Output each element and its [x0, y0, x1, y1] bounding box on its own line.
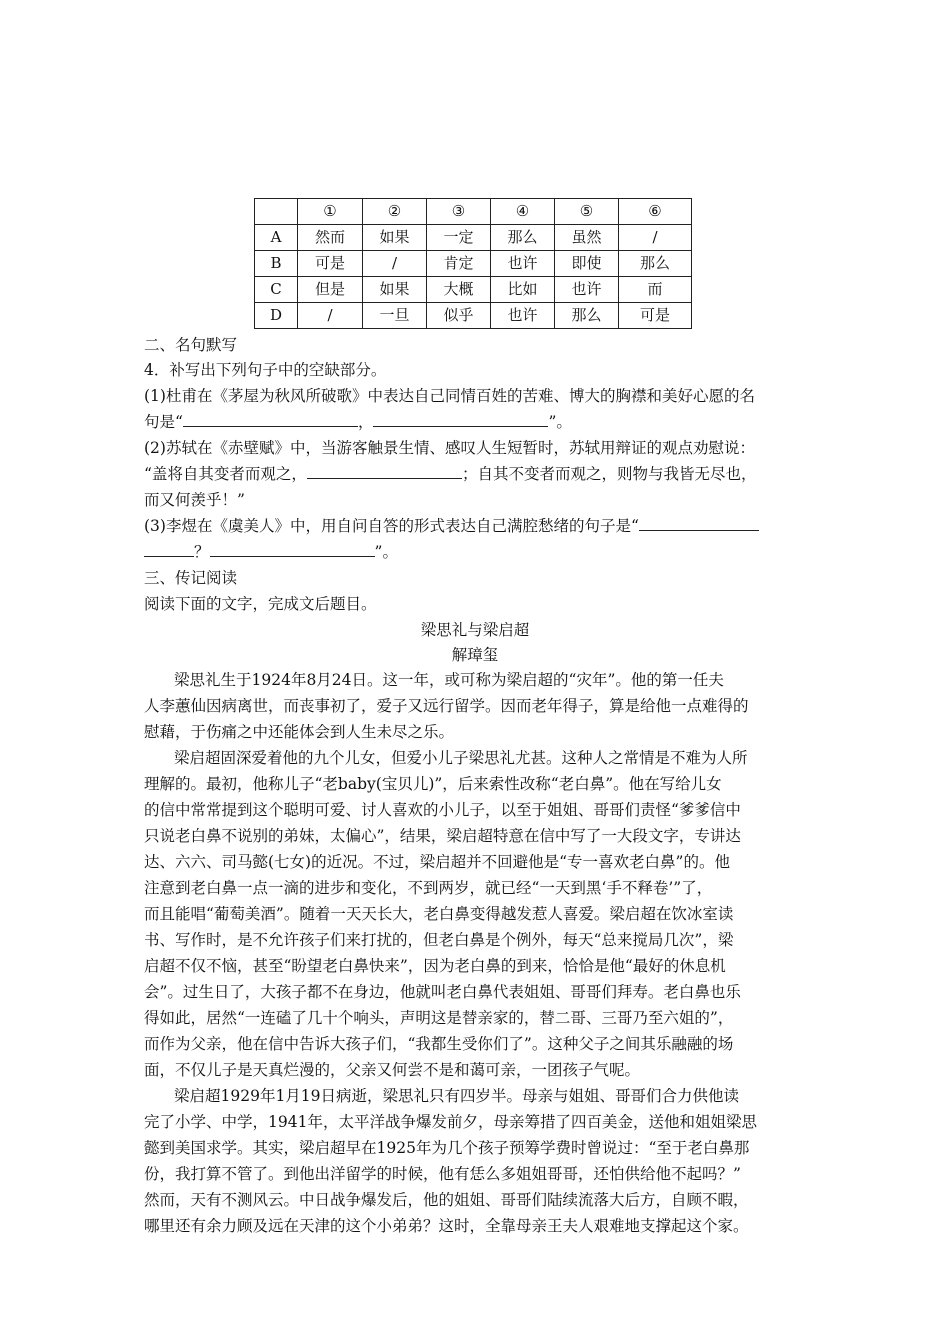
paragraph-line: 得如此，居然“一连磕了几十个响头，声明这是替亲家的，替二哥、三哥乃至六姐的”，: [144, 1009, 734, 1027]
table-cell: 也许: [555, 277, 619, 303]
table-row: [255, 251, 692, 277]
paragraph-line: 只说老白鼻不说别的弟妹，太偏心”，结果，梁启超特意在信中写了一大段文字，专讲达: [144, 827, 741, 845]
question-text: ？: [194, 543, 210, 561]
table-cell: 大概: [427, 277, 491, 303]
table-row: [255, 303, 692, 329]
table-cell: D: [255, 303, 298, 329]
paragraph-line: 梁启超固深爱着他的九个儿女，但爱小儿子梁思礼尤甚。这种人之常情是不难为人所: [174, 749, 748, 767]
table-cell: ④: [491, 199, 555, 225]
paragraph-line: 梁启超1929年1月19日病逝，梁思礼只有四岁半。母亲与姐姐、哥哥们合力供他读: [174, 1087, 740, 1105]
paragraph-line: 懿到美国求学。其实，梁启超早在1925年为几个孩子预筹学费时曾说过：“至于老白鼻那: [144, 1139, 750, 1157]
table-cell: 一旦: [363, 303, 427, 329]
answer-blank[interactable]: [183, 411, 358, 427]
table-cell: ①: [298, 199, 363, 225]
table-cell: 但是: [298, 277, 363, 303]
table-cell: 一定: [427, 225, 491, 251]
table-cell: 即使: [555, 251, 619, 277]
table-cell: 也许: [491, 303, 555, 329]
table-cell: ③: [427, 199, 491, 225]
table-cell: A: [255, 225, 298, 251]
table-cell: ⑤: [555, 199, 619, 225]
paragraph-line: 慰藉，于伤痛之中还能体会到人生未尽之乐。: [144, 723, 455, 741]
question-text: ；自其不变者而观之，则物与我皆无尽也，: [461, 465, 757, 483]
section-heading: 三、传记阅读: [144, 569, 238, 587]
table-cell: 而: [619, 277, 692, 303]
paragraph-line: 哪里还有余力顾及远在天津的这个小弟弟？这时，全靠母亲王夫人艰难地支撑起这个家。: [144, 1217, 749, 1235]
answer-blank[interactable]: [639, 515, 759, 531]
answer-blank[interactable]: [373, 411, 548, 427]
section-heading: 二、名句默写: [144, 336, 238, 354]
answer-blank[interactable]: [210, 541, 375, 557]
question-line: [144, 513, 759, 539]
table-cell: B: [255, 251, 298, 277]
question-text: (3)李煜在《虞美人》中，用自问自答的形式表达自己满腔愁绪的句子是“: [144, 517, 639, 535]
options-table: [254, 198, 692, 329]
table-cell: 可是: [619, 303, 692, 329]
table-cell: 虽然: [555, 225, 619, 251]
question-text: ”。: [374, 543, 398, 561]
question-text: ，: [357, 413, 374, 431]
question-line: [144, 539, 398, 565]
table-cell: 似乎: [427, 303, 491, 329]
paragraph-line: 面，不仅儿子是天真烂漫的，父亲又何尝不是和蔼可亲，一团孩子气呢。: [144, 1061, 641, 1079]
table-cell: 如果: [363, 277, 427, 303]
paragraph-line: 书、写作时，是不允许孩子们来打扰的，但老白鼻是个例外，每天“总来搅局几次”，梁: [144, 931, 734, 949]
table-cell: [255, 199, 298, 225]
table-cell: ⑥: [619, 199, 692, 225]
paragraph-line: 人李蕙仙因病离世，而丧事初了，爱子又远行留学。因而老年得子，算是给他一点难得的: [144, 697, 749, 715]
question-text: (1)杜甫在《茅屋为秋风所破歌》中表达自己同情百姓的苦难、博大的胸襟和美好心愿的名: [144, 387, 755, 405]
paragraph-line: 的信中常常提到这个聪明可爱、讨人喜欢的小儿子，以至于姐姐、哥哥们责怪“爹爹信中: [144, 801, 741, 819]
table-cell: 那么: [491, 225, 555, 251]
table-cell: /: [298, 303, 363, 329]
article-title: 梁思礼与梁启超: [420, 621, 530, 639]
paragraph-line: 启超不仅不恼，甚至“盼望老白鼻快来”，因为老白鼻的到来，恰恰是他“最好的休息机: [144, 957, 726, 975]
paragraph-line: 梁思礼生于1924年8月24日。这一年，或可称为梁启超的“灾年”。他的第一任夫: [174, 671, 724, 689]
question-text: 4．补写出下列句子中的空缺部分。: [144, 361, 387, 379]
table-cell: 也许: [491, 251, 555, 277]
answer-blank[interactable]: [307, 463, 462, 479]
question-line: [144, 409, 572, 435]
question-text: 而又何羡乎！”: [144, 491, 245, 509]
paragraph-line: 然而，天有不测风云。中日战争爆发后，他的姐姐、哥哥们陆续流落大后方，自顾不暇，: [144, 1191, 749, 1209]
table-cell: 肯定: [427, 251, 491, 277]
table-cell: 比如: [491, 277, 555, 303]
table-cell: 可是: [298, 251, 363, 277]
table-cell: 然而: [298, 225, 363, 251]
paragraph-line: 完了小学、中学，1941年，太平洋战争爆发前夕，母亲筹措了四百美金，送他和姐姐梁思: [144, 1113, 757, 1131]
table-cell: /: [363, 251, 427, 277]
table-row: [255, 277, 692, 303]
paragraph-line: 注意到老白鼻一点一滴的进步和变化，不到两岁，就已经“一天到黑‘手不释卷’”了，: [144, 879, 713, 897]
paragraph-line: 而且能唱“葡萄美酒”。随着一天天长大，老白鼻变得越发惹人喜爱。梁启超在饮冰室读: [144, 905, 734, 923]
table-cell: ②: [363, 199, 427, 225]
paragraph-line: 而作为父亲，他在信中告诉大孩子们，“我都生受你们了”。这种父子之间其乐融融的场: [144, 1035, 734, 1053]
question-text: (2)苏轼在《赤壁赋》中，当游客触景生情、感叹人生短暂时，苏轼用辩证的观点劝慰说：: [144, 439, 755, 457]
table-cell: 那么: [619, 251, 692, 277]
question-text: ”。: [548, 413, 572, 431]
question-line: [144, 461, 756, 487]
table-cell: /: [619, 225, 692, 251]
question-text: “盖将自其变者而观之，: [144, 465, 307, 483]
paragraph-line: 份，我打算不管了。到他出洋留学的时候，他有恁么多姐姐哥哥，还怕供给他不起吗？”: [144, 1165, 741, 1183]
article-author: 解璋玺: [451, 646, 499, 664]
answer-blank[interactable]: [144, 541, 194, 557]
table-cell: C: [255, 277, 298, 303]
paragraph-line: 理解的。最初，他称儿子“老baby(宝贝儿)”，后来索性改称“老白鼻”。他在写给儿女: [144, 775, 722, 793]
instruction-text: 阅读下面的文字，完成文后题目。: [144, 595, 377, 613]
table-cell: 如果: [363, 225, 427, 251]
table-cell: 那么: [555, 303, 619, 329]
question-text: 句是“: [144, 413, 183, 431]
table-row: [255, 225, 692, 251]
table-header-row: [255, 199, 692, 225]
paragraph-line: 达、六六、司马懿(七女)的近况。不过，梁启超并不回避他是“专一喜欢老白鼻”的。他: [144, 853, 730, 871]
paragraph-line: 会”。过生日了，大孩子都不在身边，他就叫老白鼻代表姐姐、哥哥们拜寿。老白鼻也乐: [144, 983, 741, 1001]
